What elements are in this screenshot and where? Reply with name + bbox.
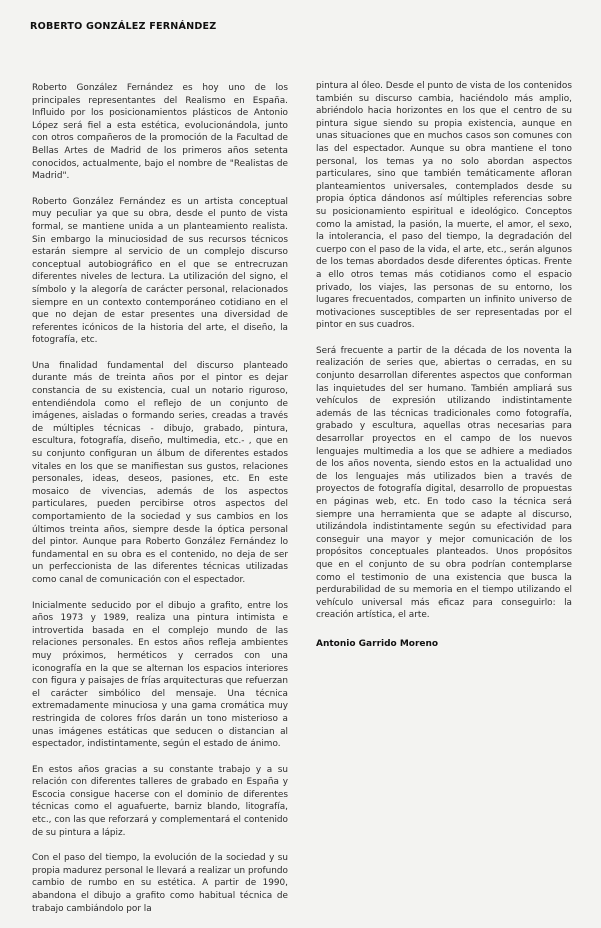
paragraph: Será frecuente a partir de la década de los noventa la realización de series que, abiertas o cerradas, en su conjunto desarrollan diferentes aspectos que conforman las inquietudes del ser humano. También ampliará sus vehículos de expresión utilizando indistintamente además de las técnicas tradicionales como fotografía, grabado y escultura, aquellas otras necesarias para desarrollar proyectos en el campo de los nuevos lenguajes multimedia a los que se adhiere a mediados de los años noventa, siendo estos en la actualidad uno de los lenguajes más utilizados bien a través de proyectos de fotografía digital, desarrollo de propuestas en páginas web, etc. En todo caso la técnica será siempre una herramienta que se adapte al discurso, utilizándola indistintamente según su efectividad para conseguir una mayor y mejor comunicación de los propósitos conceptuales planteados. Unos propósitos que en el conjunto de su obra podrían contemplarse como el testimonio de una existencia que busca la perdurabilidad de su memoria en el tiempo utilizando el vehículo universal más eficaz para conseguirlo: la creación artística, el arte. [316,345,572,621]
paragraph: pintura al óleo. Desde el punto de vista de los contenidos también su discurso cambia, haciéndolo más amplio, abriéndolo hacia horizontes en los que el centro de su pintura sigue siendo su propia existencia, aunque en unas situaciones que en muchos casos son comunes con las del espectador. Aunque su obra mantiene el tono personal, los temas ya no solo abordan aspectos particulares, sino que también temáticamente afloran planteamientos universales, contemplados desde su propia óptica dándonos así múltiples referencias sobre su posicionamiento espiritual e ideológico. Conceptos como la amistad, la pasión, la muerte, el amor, el sexo, la intolerancia, el paso del tiempo, la degradación del cuerpo con el paso de la vida, el arte, etc., serán algunos de los temas abordados desde diferentes ópticas. Frente a ello otros temas más cotidianos como el espacio privado, los viajes, las personas de su entorno, los lugares frecuentados, comparten un infinito universo de motivaciones susceptibles de ser representadas por el pintor en sus cuadros. [316,81,572,331]
paragraph: Roberto González Fernández es hoy uno de los principales representantes del Realismo en España. Influido por los posicionamientos plásticos de Antonio López será fiel a esta estética, evolucionándola, junto con otros compañeros de la promoción de la Facultad de Bellas Artes de Madrid de los primeros años setenta conocidos, actualmente, bajo el nombre de "Realistas de Madrid". [32,83,288,182]
author-signature: Antonio Garrido Moreno [316,638,439,649]
paragraph: En estos años gracias a su constante trabajo y a su relación con diferentes talleres de grabado en España y Escocia consigue hacerse con el dominio de diferentes técnicas como el aguafuerte, barniz blando, litografía, etc., con las que reforzará y complementará el contenido de su pintura a lápiz. [32,764,288,838]
paragraph: Una finalidad fundamental del discurso planteado durante más de treinta años por el pintor es dejar constancia de su existencia, cual un notario riguroso, entendiéndola como el reflejo de un conjunto de imágenes, aisladas o formando series, creadas a través de múltiples técnicas - dibujo, grabado, pintura, escultura, fotografía, diseño, multimedia, etc.- , que en su conjunto configuran un álbum de diferentes estados vitales en los que se manifiestan sus gustos, relaciones personales, ideas, deseos, pasiones, etc. En este mosaico de vivencias, además de los aspectos particulares, pueden percibirse otros aspectos del comportamiento de la sociedad y sus cambios en los últimos treinta años, siempre desde la óptica personal del pintor. Aunque para Roberto González Fernández lo fundamental en su obra es el contenido, no deja de ser un perfeccionista de las diferentes técnicas utilizadas como canal de comunicación con el espectador. [32,360,288,585]
text-column-left [32,82,288,928]
paragraph: Roberto González Fernández es un artista conceptual muy peculiar ya que su obra, desde el punto de vista formal, se mantiene unida a un planteamiento realista. Sin embargo la minuciosidad de sus recursos técnicos estarán siempre al servicio de un complejo discurso conceptual autobiográfico en el que se entrecruzan diferentes niveles de lectura. La utilización del signo, el símbolo y la alegoría de carácter personal, relacionados siempre en un contexto contemporáneo cotidiano en el que no dejan de estar presentes una diversidad de referentes icónicos de la historia del arte, el diseño, la fotografía, etc. [32,196,288,346]
page-title: ROBERTO GONZÁLEZ FERNÁNDEZ [30,21,217,32]
paragraph: Inicialmente seducido por el dibujo a grafito, entre los años 1973 y 1989, realiza una pintura intimista e introvertida basada en el complejo mundo de las relaciones personales. En estos años refleja ambientes muy próximos, herméticos y cerrados con una iconografía en la que se alternan los espacios interiores con figura y paisajes de frías arquitecturas que refuerzan el carácter simbólico del mensaje. Una técnica extremadamente minuciosa y una gama cromática muy restringida de colores fríos darán un tono misterioso a unas imágenes estáticas que seducen o distancian al espectador, indistintamente, según el estado de ánimo. [32,600,288,750]
paragraph: Con el paso del tiempo, la evolución de la sociedad y su propia madurez personal le llevará a realizar un profundo cambio de rumbo en su estética. A partir de 1990, abandona el dibujo a grafito como habitual técnica de trabajo cambiándolo por la [32,853,288,914]
text-column-right [316,80,572,651]
